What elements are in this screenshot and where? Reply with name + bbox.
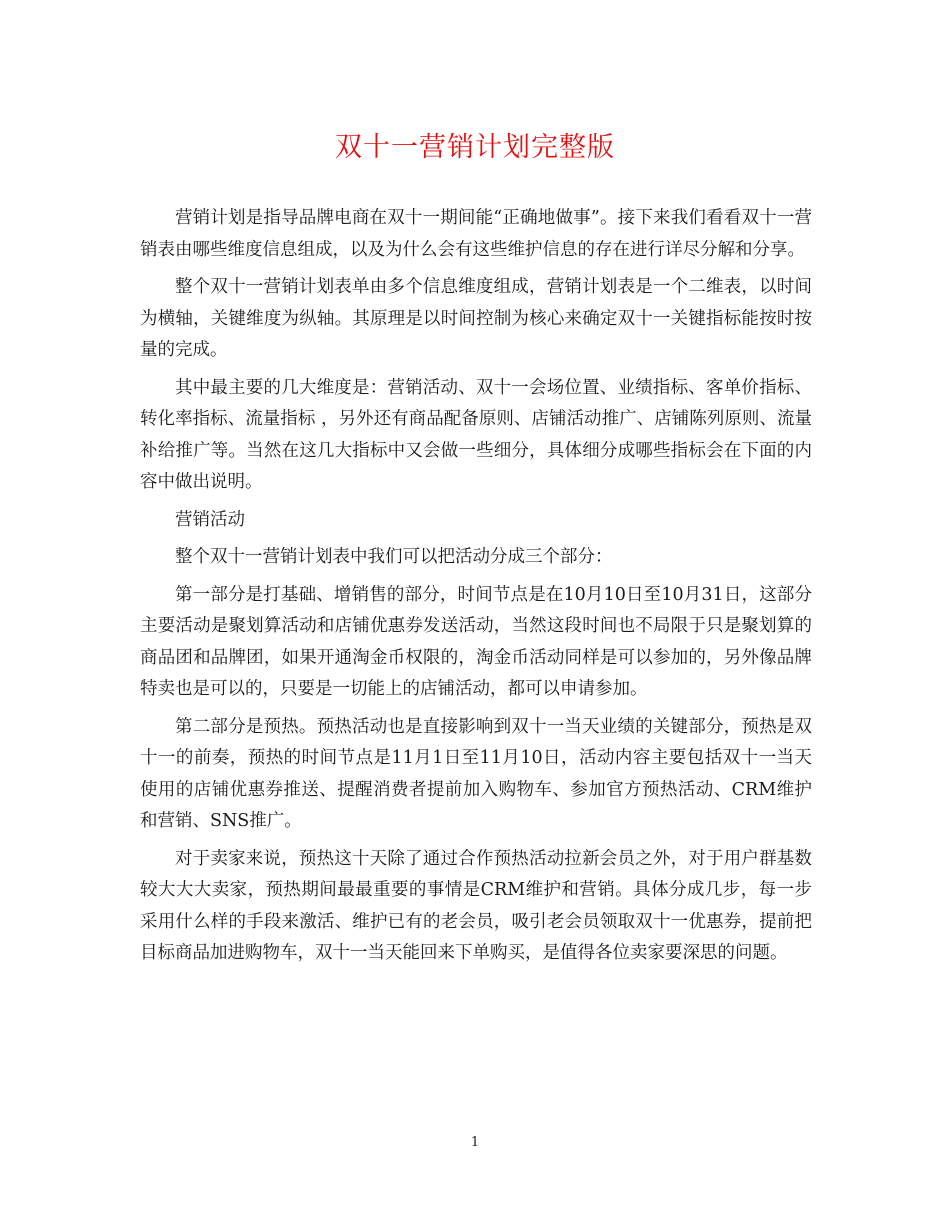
paragraph-intro: 营销计划是指导品牌电商在双十一期间能“正确地做事”。接下来我们看看双十一营销表由哪些维度信息组成，以及为什么会有这些维护信息的存在进行详尽分解和分享。 <box>140 208 812 260</box>
paragraph-seller-crm: 对于卖家来说，预热这十天除了通过合作预热活动拉新会员之外，对于用户群基数较大大大卖家，预热期间最最重要的事情是CRM维护和营销。具体分成几步，每一步采用什么样的手段来激活、维护已有的老会员，吸引老会员领取双十一优惠券，提前把目标商品加进购物车，双十一当天能回来下单购买，是值得各位卖家要深思的问题。 <box>140 848 812 963</box>
paragraph-activity-parts: 整个双十一营销计划表中我们可以把活动分成三个部分： <box>175 547 613 567</box>
paragraph-part-one: 第一部分是打基础、增销售的部分，时间节点是在10月10日至10月31日，这部分主要活动是聚划算活动和店铺优惠券发送活动，当然这段时间也不局限于只是聚划算的商品团和品牌团，如果开通淘金币权限的，淘金币活动同样是可以参加的，另外像品牌特卖也是可以的，只要是一切能上的店铺活动，都可以申请参加。 <box>140 584 812 699</box>
page-number: 1 <box>470 1135 480 1150</box>
paragraph-structure: 整个双十一营销计划表单由多个信息维度组成，营销计划表是一个二维表，以时间为横轴，关键维度为纵轴。其原理是以时间控制为核心来确定双十一关键指标能按时按量的完成。 <box>140 277 812 360</box>
paragraph-part-two: 第二部分是预热。预热活动也是直接影响到双十一当天业绩的关键部分，预热是双十一的前奏，预热的时间节点是11月1日至11月10日，活动内容主要包括双十一当天使用的店铺优惠券推送、提醒消费者提前加入购物车、参加官方预热活动、CRM维护和营销、SNS推广。 <box>140 716 812 831</box>
document-title: 双十一营销计划完整版 <box>335 132 615 163</box>
section-heading-marketing-activities: 营销活动 <box>175 509 245 530</box>
document-body <box>140 203 812 976</box>
paragraph-dimensions: 其中最主要的几大维度是：营销活动、双十一会场位置、业绩指标、客单价指标、转化率指标、流量指标 ，另外还有商品配备原则、店铺活动推广、店铺陈列原则、流量补给推广等。当然在这几大指标中又会做一些细分，具体细分成哪些指标会在下面的内容中做出说明。 <box>140 377 812 492</box>
